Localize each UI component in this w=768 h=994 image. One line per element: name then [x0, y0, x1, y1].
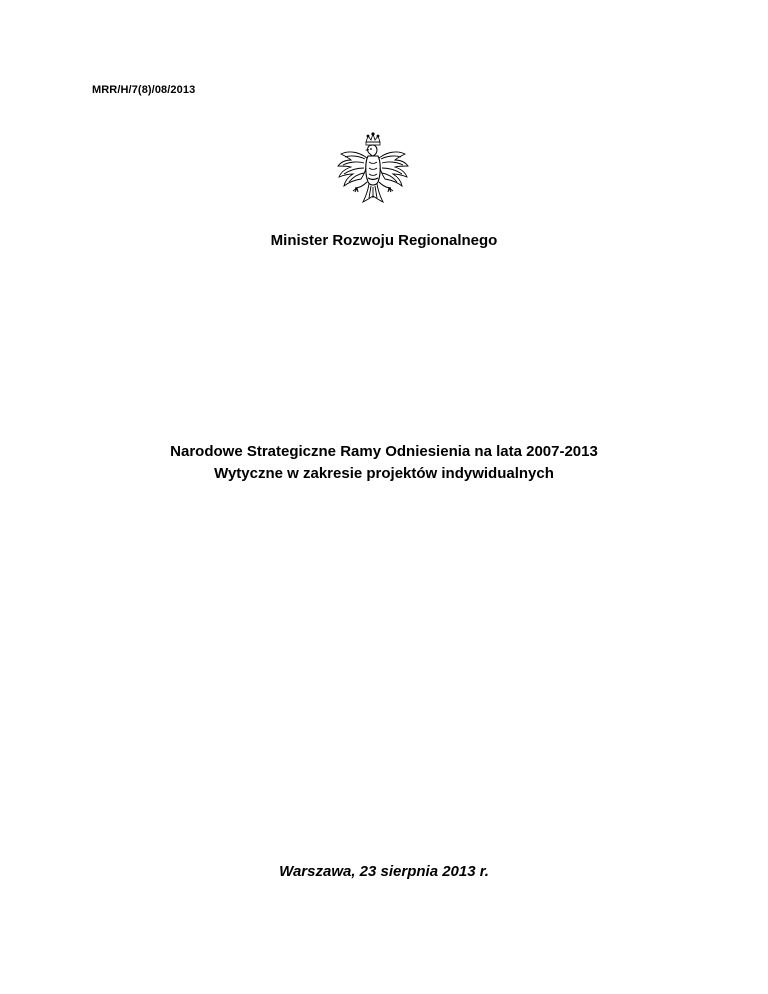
document-title: Narodowe Strategiczne Ramy Odniesienia na lata 2007-2013 — [170, 443, 598, 460]
place-and-date: Warszawa, 23 sierpnia 2013 r. — [279, 863, 489, 880]
polish-eagle-coat-of-arms-icon — [335, 132, 411, 212]
document-reference: MRR/H/7(8)/08/2013 — [92, 84, 196, 96]
document-subtitle: Wytyczne w zakresie projektów indywidualnych — [214, 465, 554, 482]
issuer-title: Minister Rozwoju Regionalnego — [270, 232, 498, 249]
